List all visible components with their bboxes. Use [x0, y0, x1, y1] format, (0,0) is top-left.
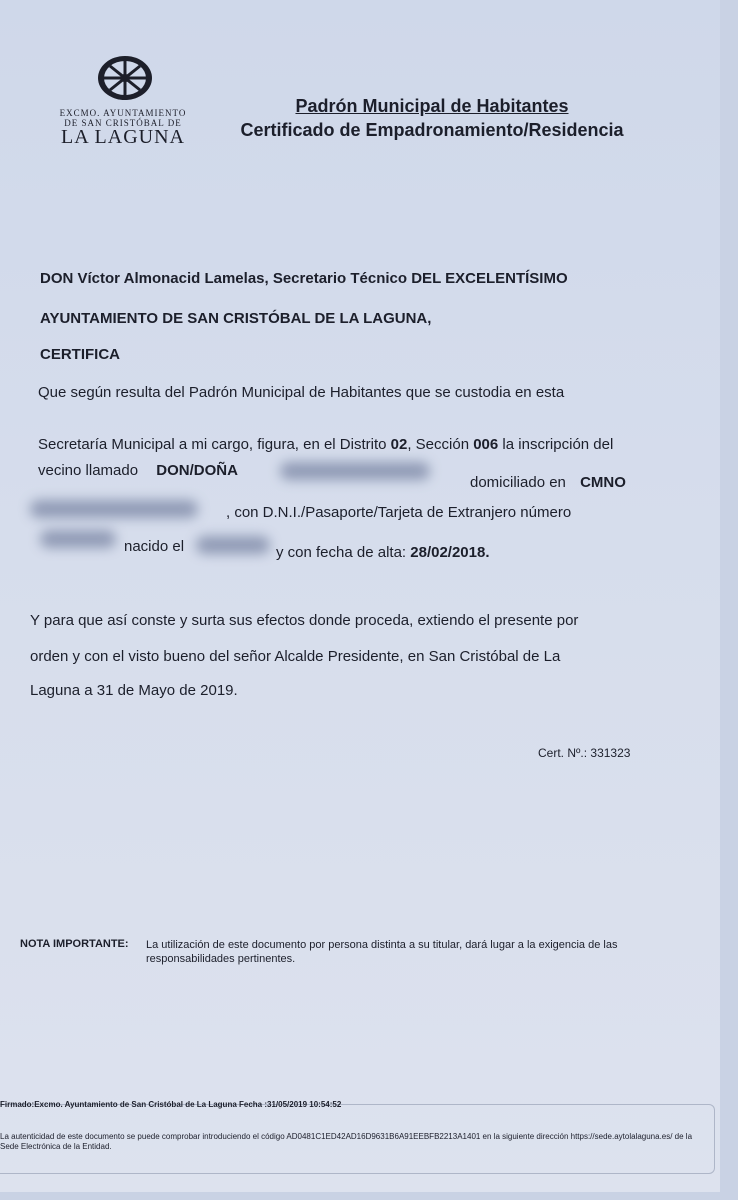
- redacted-birthdate: [196, 536, 270, 554]
- footer-signed-by: Firmado:Excmo. Ayuntamiento de San Cristóbal de La Laguna Fecha :31/05/2019 10:54:52: [0, 1100, 342, 1109]
- paragraph-1-line-4: , con D.N.I./Pasaporte/Tarjeta de Extranjero número: [226, 504, 572, 521]
- redacted-name: [280, 462, 430, 480]
- paragraph-2-line-2: orden y con el visto bueno del señor Alcalde Presidente, en San Cristóbal de La: [30, 648, 561, 665]
- paragraph-1-line-1: Que según resulta del Padrón Municipal de Habitantes que se custodia en esta: [38, 384, 565, 401]
- redacted-address: [30, 500, 198, 518]
- logo-big-text: LA LAGUNA: [61, 126, 185, 148]
- cert-number: Cert. Nº.: 331323: [538, 746, 631, 760]
- seccion-value: 006: [473, 436, 499, 453]
- don-dona-label: DON/DOÑA: [156, 462, 238, 479]
- cmno-label: CMNO: [580, 474, 626, 491]
- document-title: Padrón Municipal de Habitantes: [295, 96, 569, 116]
- redacted-dni: [40, 530, 116, 548]
- paragraph-2-line-3: Laguna a 31 de Mayo de 2019.: [30, 682, 238, 699]
- paragraph-1-line-3-b: domiciliado en CMNO: [470, 474, 626, 491]
- fecha-alta-value: 28/02/2018.: [410, 544, 490, 561]
- paragraph-1-line-5-b: y con fecha de alta: 28/02/2018.: [276, 544, 490, 561]
- intro-line-2: AYUNTAMIENTO DE SAN CRISTÓBAL DE LA LAGUNA,: [40, 310, 432, 327]
- document-subtitle: Certificado de Empadronamiento/Residencia: [240, 120, 624, 140]
- intro-line-1: DON Víctor Almonacid Lamelas, Secretario Técnico DEL EXCELENTÍSIMO: [40, 270, 568, 287]
- paragraph-1-line-2: Secretaría Municipal a mi cargo, figura, en el Distrito 02, Sección 006 la inscripción del: [38, 436, 614, 453]
- certifica-heading: CERTIFICA: [40, 346, 120, 363]
- note-text: La utilización de este documento por persona distinta a su titular, dará lugar a la exigencia de las responsabilidades pertinentes.: [146, 939, 618, 965]
- paragraph-2-line-1: Y para que así conste y surta sus efectos donde proceda, extiendo el presente por: [30, 612, 579, 629]
- note-label: NOTA IMPORTANTE:: [20, 938, 129, 950]
- footer-verification: La autenticidad de este documento se puede comprobar introduciendo el código AD0481C1ED42AD16D9631B6A91EEBFB2213A1401 en la siguiente dirección https://sede.aytolalaguna.es/ de la Sede Electrónica de la Entidad.: [0, 1132, 693, 1151]
- paragraph-1-line-3-a: vecino llamado DON/DOÑA: [38, 462, 238, 479]
- distrito-value: 02: [390, 436, 408, 453]
- crest-icon: [96, 54, 154, 102]
- paragraph-1-line-5-a: nacido el: [124, 538, 185, 555]
- logo-small-text: EXCMO. AYUNTAMIENTO DE SAN CRISTÓBAL DE: [59, 108, 187, 128]
